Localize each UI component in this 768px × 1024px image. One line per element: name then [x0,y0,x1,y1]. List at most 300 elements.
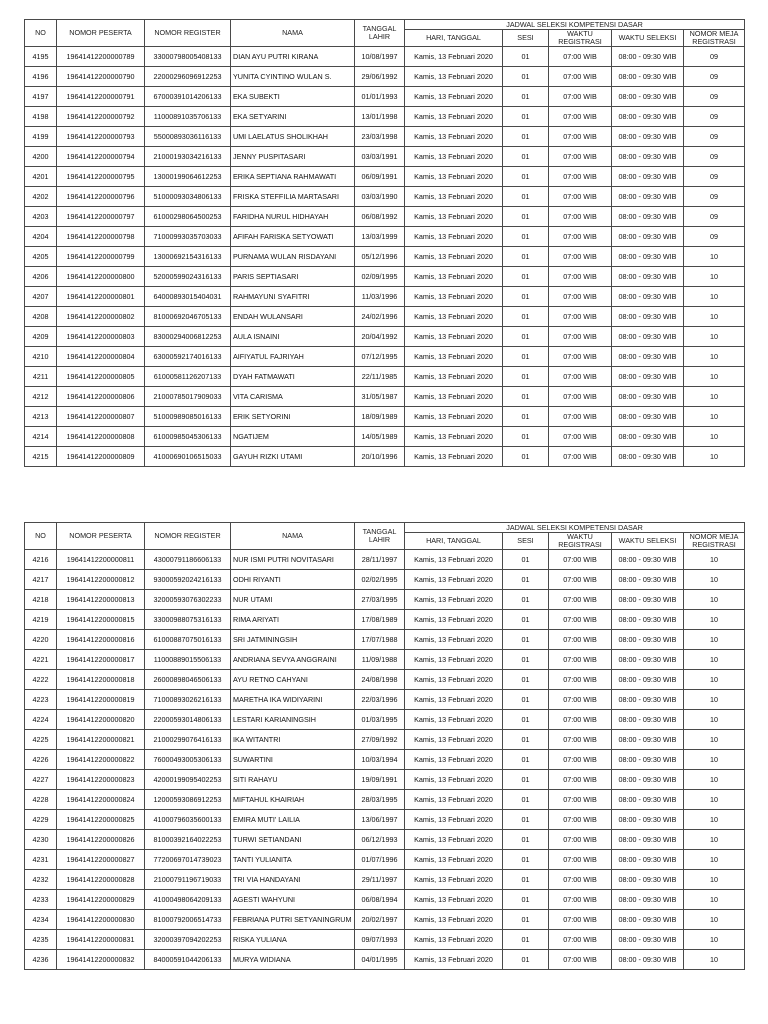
cell-hari-tanggal: Kamis, 13 Februari 2020 [405,287,503,307]
cell-nama: SITI RAHAYU [231,770,355,790]
cell-no: 4233 [25,890,57,910]
cell-nomor-meja: 09 [684,47,745,67]
cell-hari-tanggal: Kamis, 13 Februari 2020 [405,750,503,770]
cell-tanggal-lahir: 02/02/1995 [355,570,405,590]
table-row [25,67,745,87]
cell-waktu-registrasi: 07:00 WIB [549,790,612,810]
cell-no: 4206 [25,267,57,287]
cell-hari-tanggal: Kamis, 13 Februari 2020 [405,670,503,690]
table-row [25,247,745,267]
cell-tanggal-lahir: 27/09/1992 [355,730,405,750]
cell-no: 4201 [25,167,57,187]
cell-no: 4199 [25,127,57,147]
cell-waktu-registrasi: 07:00 WIB [549,950,612,970]
cell-tanggal-lahir: 01/07/1996 [355,850,405,870]
cell-nomor-peserta: 19641412200000832 [57,950,145,970]
cell-tanggal-lahir: 06/08/1992 [355,207,405,227]
cell-sesi: 01 [503,307,549,327]
cell-nama: DIAN AYU PUTRI KIRANA [231,47,355,67]
table-row [25,670,745,690]
cell-waktu-seleksi: 08:00 - 09:30 WIB [612,207,684,227]
header-waktu-seleksi: WAKTU SELEKSI [612,533,684,550]
cell-nama: MARETHA IKA WIDIYARINI [231,690,355,710]
cell-sesi: 01 [503,950,549,970]
cell-waktu-seleksi: 08:00 - 09:30 WIB [612,87,684,107]
cell-waktu-registrasi: 07:00 WIB [549,427,612,447]
cell-nomor-peserta: 19641412200000818 [57,670,145,690]
cell-waktu-registrasi: 07:00 WIB [549,610,612,630]
cell-nomor-meja: 09 [684,167,745,187]
cell-hari-tanggal: Kamis, 13 Februari 2020 [405,890,503,910]
cell-nama: NUR ISMI PUTRI NOVITASARI [231,550,355,570]
cell-nama: FRISKA STEFFILIA MARTASARI [231,187,355,207]
cell-nama: SRI JATMININGSIH [231,630,355,650]
cell-hari-tanggal: Kamis, 13 Februari 2020 [405,790,503,810]
table-row [25,870,745,890]
cell-waktu-registrasi: 07:00 WIB [549,287,612,307]
cell-nomor-register: 32000593076302233 [145,590,231,610]
cell-waktu-registrasi: 07:00 WIB [549,570,612,590]
cell-no: 4219 [25,610,57,630]
table-row [25,890,745,910]
cell-waktu-registrasi: 07:00 WIB [549,367,612,387]
cell-nomor-register: 84000591044206133 [145,950,231,970]
cell-tanggal-lahir: 07/12/1995 [355,347,405,367]
cell-nomor-meja: 10 [684,890,745,910]
header-nomor-peserta: NOMOR PESERTA [57,20,145,47]
cell-sesi: 01 [503,690,549,710]
cell-tanggal-lahir: 19/09/1991 [355,770,405,790]
table-row [25,690,745,710]
cell-nomor-register: 81000392164022253 [145,830,231,850]
table-row [25,750,745,770]
cell-sesi: 01 [503,447,549,467]
cell-nomor-register: 11000889015506133 [145,650,231,670]
cell-waktu-registrasi: 07:00 WIB [549,327,612,347]
cell-tanggal-lahir: 13/06/1997 [355,810,405,830]
cell-hari-tanggal: Kamis, 13 Februari 2020 [405,47,503,67]
cell-nomor-meja: 10 [684,267,745,287]
cell-sesi: 01 [503,207,549,227]
cell-waktu-registrasi: 07:00 WIB [549,407,612,427]
cell-nama: PURNAMA WULAN RISDAYANI [231,247,355,267]
cell-waktu-registrasi: 07:00 WIB [549,167,612,187]
cell-waktu-registrasi: 07:00 WIB [549,850,612,870]
cell-hari-tanggal: Kamis, 13 Februari 2020 [405,690,503,710]
cell-waktu-registrasi: 07:00 WIB [549,187,612,207]
cell-hari-tanggal: Kamis, 13 Februari 2020 [405,407,503,427]
cell-waktu-registrasi: 07:00 WIB [549,107,612,127]
cell-waktu-seleksi: 08:00 - 09:30 WIB [612,570,684,590]
cell-waktu-seleksi: 08:00 - 09:30 WIB [612,227,684,247]
cell-nomor-meja: 10 [684,910,745,930]
cell-waktu-seleksi: 08:00 - 09:30 WIB [612,710,684,730]
cell-nomor-meja: 10 [684,307,745,327]
cell-waktu-registrasi: 07:00 WIB [549,147,612,167]
cell-nomor-meja: 10 [684,810,745,830]
table-row [25,730,745,750]
cell-waktu-registrasi: 07:00 WIB [549,387,612,407]
cell-nama: AYU RETNO CAHYANI [231,670,355,690]
cell-no: 4212 [25,387,57,407]
cell-no: 4197 [25,87,57,107]
header-hari-tanggal: HARI, TANGGAL [405,30,503,47]
cell-nomor-register: 22000296096912253 [145,67,231,87]
cell-hari-tanggal: Kamis, 13 Februari 2020 [405,910,503,930]
cell-nomor-register: 22000593014806133 [145,710,231,730]
cell-nomor-meja: 10 [684,630,745,650]
cell-nama: AIFIYATUL FAJRIYAH [231,347,355,367]
cell-waktu-seleksi: 08:00 - 09:30 WIB [612,47,684,67]
cell-nomor-register: 33000988075316133 [145,610,231,630]
table-row [25,830,745,850]
cell-waktu-seleksi: 08:00 - 09:30 WIB [612,147,684,167]
cell-sesi: 01 [503,730,549,750]
cell-no: 4225 [25,730,57,750]
cell-sesi: 01 [503,570,549,590]
cell-tanggal-lahir: 23/03/1998 [355,127,405,147]
cell-no: 4207 [25,287,57,307]
cell-nomor-peserta: 19641412200000795 [57,167,145,187]
cell-waktu-registrasi: 07:00 WIB [549,730,612,750]
table-row [25,550,745,570]
cell-waktu-seleksi: 08:00 - 09:30 WIB [612,870,684,890]
cell-tanggal-lahir: 29/11/1997 [355,870,405,890]
table-row [25,387,745,407]
cell-sesi: 01 [503,47,549,67]
cell-nomor-register: 21000193034216133 [145,147,231,167]
cell-nomor-meja: 10 [684,287,745,307]
cell-hari-tanggal: Kamis, 13 Februari 2020 [405,930,503,950]
cell-no: 4224 [25,710,57,730]
cell-nomor-meja: 10 [684,367,745,387]
cell-hari-tanggal: Kamis, 13 Februari 2020 [405,427,503,447]
schedule-table-2 [24,522,745,970]
cell-sesi: 01 [503,367,549,387]
cell-nomor-meja: 10 [684,830,745,850]
cell-nomor-register: 76000493005306133 [145,750,231,770]
cell-tanggal-lahir: 28/03/1995 [355,790,405,810]
cell-nomor-peserta: 19641412200000799 [57,247,145,267]
cell-nomor-meja: 10 [684,770,745,790]
cell-waktu-registrasi: 07:00 WIB [549,770,612,790]
cell-no: 4221 [25,650,57,670]
table-row [25,710,745,730]
cell-tanggal-lahir: 04/01/1995 [355,950,405,970]
cell-nomor-register: 67000391014206133 [145,87,231,107]
cell-tanggal-lahir: 18/09/1989 [355,407,405,427]
cell-waktu-seleksi: 08:00 - 09:30 WIB [612,590,684,610]
cell-nomor-peserta: 19641412200000820 [57,710,145,730]
cell-nomor-meja: 10 [684,427,745,447]
cell-no: 4222 [25,670,57,690]
header-waktu-registrasi: WAKTU REGISTRASI [549,30,612,47]
cell-tanggal-lahir: 14/05/1989 [355,427,405,447]
cell-no: 4211 [25,367,57,387]
cell-sesi: 01 [503,890,549,910]
cell-sesi: 01 [503,247,549,267]
cell-hari-tanggal: Kamis, 13 Februari 2020 [405,227,503,247]
cell-nama: TANTI YULIANITA [231,850,355,870]
cell-waktu-seleksi: 08:00 - 09:30 WIB [612,890,684,910]
cell-waktu-registrasi: 07:00 WIB [549,307,612,327]
cell-hari-tanggal: Kamis, 13 Februari 2020 [405,327,503,347]
cell-nomor-peserta: 19641412200000825 [57,810,145,830]
cell-nomor-peserta: 19641412200000831 [57,930,145,950]
cell-nomor-peserta: 19641412200000804 [57,347,145,367]
cell-nomor-peserta: 19641412200000797 [57,207,145,227]
cell-hari-tanggal: Kamis, 13 Februari 2020 [405,870,503,890]
cell-hari-tanggal: Kamis, 13 Februari 2020 [405,127,503,147]
cell-no: 4215 [25,447,57,467]
cell-nomor-meja: 10 [684,930,745,950]
cell-sesi: 01 [503,267,549,287]
cell-nomor-register: 52000599024316133 [145,267,231,287]
table-row [25,87,745,107]
cell-nomor-meja: 10 [684,447,745,467]
cell-hari-tanggal: Kamis, 13 Februari 2020 [405,187,503,207]
cell-no: 4204 [25,227,57,247]
cell-nomor-register: 81000792006514733 [145,910,231,930]
cell-nomor-meja: 10 [684,850,745,870]
cell-hari-tanggal: Kamis, 13 Februari 2020 [405,207,503,227]
cell-no: 4235 [25,930,57,950]
table-2-body [25,550,745,970]
cell-nomor-peserta: 19641412200000812 [57,570,145,590]
cell-sesi: 01 [503,327,549,347]
cell-sesi: 01 [503,387,549,407]
cell-nama: LESTARI KARIANINGSIH [231,710,355,730]
cell-hari-tanggal: Kamis, 13 Februari 2020 [405,730,503,750]
cell-nomor-register: 71000993035703033 [145,227,231,247]
cell-nama: MURYA WIDIANA [231,950,355,970]
cell-tanggal-lahir: 20/10/1996 [355,447,405,467]
header-no: NO [25,523,57,550]
cell-waktu-seleksi: 08:00 - 09:30 WIB [612,167,684,187]
cell-sesi: 01 [503,930,549,950]
cell-tanggal-lahir: 24/08/1998 [355,670,405,690]
cell-hari-tanggal: Kamis, 13 Februari 2020 [405,650,503,670]
table-row [25,650,745,670]
cell-nomor-meja: 10 [684,690,745,710]
cell-tanggal-lahir: 06/09/1991 [355,167,405,187]
cell-hari-tanggal: Kamis, 13 Februari 2020 [405,950,503,970]
cell-no: 4198 [25,107,57,127]
cell-nomor-register: 11000891035706133 [145,107,231,127]
cell-nomor-meja: 09 [684,187,745,207]
cell-nomor-register: 64000893015404031 [145,287,231,307]
cell-nomor-meja: 10 [684,950,745,970]
cell-waktu-seleksi: 08:00 - 09:30 WIB [612,447,684,467]
cell-no: 4210 [25,347,57,367]
cell-waktu-seleksi: 08:00 - 09:30 WIB [612,830,684,850]
cell-nomor-peserta: 19641412200000803 [57,327,145,347]
cell-nomor-peserta: 19641412200000789 [57,47,145,67]
cell-nomor-meja: 10 [684,610,745,630]
cell-hari-tanggal: Kamis, 13 Februari 2020 [405,387,503,407]
table-row [25,327,745,347]
cell-nama: RISKA YULIANA [231,930,355,950]
cell-nomor-meja: 10 [684,750,745,770]
cell-waktu-registrasi: 07:00 WIB [549,670,612,690]
cell-waktu-seleksi: 08:00 - 09:30 WIB [612,850,684,870]
cell-nomor-register: 77200697014739023 [145,850,231,870]
cell-sesi: 01 [503,810,549,830]
cell-waktu-seleksi: 08:00 - 09:30 WIB [612,187,684,207]
cell-nomor-register: 83000294006812253 [145,327,231,347]
cell-no: 4208 [25,307,57,327]
cell-nomor-register: 71000893026216133 [145,690,231,710]
cell-nomor-peserta: 19641412200000822 [57,750,145,770]
table-row [25,147,745,167]
cell-nomor-peserta: 19641412200000793 [57,127,145,147]
cell-waktu-seleksi: 08:00 - 09:30 WIB [612,347,684,367]
cell-sesi: 01 [503,590,549,610]
schedule-table-1 [24,19,745,467]
cell-waktu-registrasi: 07:00 WIB [549,267,612,287]
cell-nama: TURWI SETIANDANI [231,830,355,850]
cell-nomor-meja: 09 [684,227,745,247]
table-row [25,267,745,287]
cell-nomor-peserta: 19641412200000830 [57,910,145,930]
cell-hari-tanggal: Kamis, 13 Februari 2020 [405,347,503,367]
cell-no: 4230 [25,830,57,850]
header-waktu-registrasi: WAKTU REGISTRASI [549,533,612,550]
cell-sesi: 01 [503,167,549,187]
cell-sesi: 01 [503,870,549,890]
cell-nomor-peserta: 19641412200000821 [57,730,145,750]
cell-waktu-registrasi: 07:00 WIB [549,127,612,147]
cell-nama: ODHI RIYANTI [231,570,355,590]
cell-nomor-meja: 10 [684,327,745,347]
table-row [25,790,745,810]
cell-nomor-peserta: 19641412200000811 [57,550,145,570]
cell-nama: ANDRIANA SEVYA ANGGRAINI [231,650,355,670]
cell-nomor-peserta: 19641412200000791 [57,87,145,107]
cell-tanggal-lahir: 22/03/1996 [355,690,405,710]
cell-nomor-meja: 10 [684,347,745,367]
cell-nomor-register: 41000498064209133 [145,890,231,910]
table-row [25,407,745,427]
cell-waktu-seleksi: 08:00 - 09:30 WIB [612,247,684,267]
cell-nama: RIMA ARIYATI [231,610,355,630]
cell-tanggal-lahir: 20/02/1997 [355,910,405,930]
cell-nama: TRI VIA HANDAYANI [231,870,355,890]
cell-nama: EMIRA MUTI' LAILIA [231,810,355,830]
cell-no: 4214 [25,427,57,447]
table-row [25,610,745,630]
cell-waktu-registrasi: 07:00 WIB [549,690,612,710]
cell-waktu-registrasi: 07:00 WIB [549,227,612,247]
header-waktu-seleksi: WAKTU SELEKSI [612,30,684,47]
cell-nomor-peserta: 19641412200000805 [57,367,145,387]
table-row [25,187,745,207]
cell-sesi: 01 [503,790,549,810]
cell-no: 4195 [25,47,57,67]
cell-nomor-register: 33000798005408133 [145,47,231,67]
cell-no: 4227 [25,770,57,790]
cell-waktu-seleksi: 08:00 - 09:30 WIB [612,307,684,327]
cell-nomor-register: 43000791186606133 [145,550,231,570]
cell-no: 4218 [25,590,57,610]
cell-sesi: 01 [503,287,549,307]
header-tanggal-lahir: TANGGAL LAHIR [355,20,405,47]
table-row [25,447,745,467]
cell-tanggal-lahir: 06/12/1993 [355,830,405,850]
table-row [25,227,745,247]
cell-nomor-peserta: 19641412200000801 [57,287,145,307]
cell-no: 4200 [25,147,57,167]
cell-nama: DYAH FATMAWATI [231,367,355,387]
cell-nama: NGATIJEM [231,427,355,447]
cell-nama: FEBRIANA PUTRI SETYANINGRUM [231,910,355,930]
table-row [25,950,745,970]
cell-hari-tanggal: Kamis, 13 Februari 2020 [405,247,503,267]
cell-nama: GAYUH RIZKI UTAMI [231,447,355,467]
cell-waktu-registrasi: 07:00 WIB [549,910,612,930]
cell-tanggal-lahir: 03/03/1990 [355,187,405,207]
cell-sesi: 01 [503,910,549,930]
cell-nomor-meja: 09 [684,67,745,87]
cell-tanggal-lahir: 13/01/1998 [355,107,405,127]
cell-waktu-seleksi: 08:00 - 09:30 WIB [612,810,684,830]
cell-nama: AFIFAH FARISKA SETYOWATI [231,227,355,247]
cell-tanggal-lahir: 01/01/1993 [355,87,405,107]
cell-no: 4223 [25,690,57,710]
cell-nomor-meja: 10 [684,590,745,610]
cell-waktu-registrasi: 07:00 WIB [549,870,612,890]
cell-nama: EKA SUBEKTI [231,87,355,107]
cell-nama: SUWARTINI [231,750,355,770]
cell-waktu-registrasi: 07:00 WIB [549,930,612,950]
cell-nama: EKA SETYARINI [231,107,355,127]
cell-nomor-meja: 10 [684,670,745,690]
header-nomor-register: NOMOR REGISTER [145,523,231,550]
cell-no: 4234 [25,910,57,930]
cell-waktu-seleksi: 08:00 - 09:30 WIB [612,427,684,447]
cell-nama: MIFTAHUL KHAIRIAH [231,790,355,810]
cell-tanggal-lahir: 31/05/1987 [355,387,405,407]
table-row [25,287,745,307]
cell-waktu-registrasi: 07:00 WIB [549,247,612,267]
cell-nomor-meja: 09 [684,107,745,127]
cell-waktu-seleksi: 08:00 - 09:30 WIB [612,630,684,650]
cell-tanggal-lahir: 20/04/1992 [355,327,405,347]
cell-waktu-registrasi: 07:00 WIB [549,590,612,610]
cell-nomor-peserta: 19641412200000807 [57,407,145,427]
cell-nomor-register: 51000093034806133 [145,187,231,207]
cell-nomor-peserta: 19641412200000792 [57,107,145,127]
cell-nama: IKA WITANTRI [231,730,355,750]
cell-nomor-peserta: 19641412200000809 [57,447,145,467]
cell-waktu-seleksi: 08:00 - 09:30 WIB [612,107,684,127]
cell-sesi: 01 [503,630,549,650]
cell-nomor-peserta: 19641412200000815 [57,610,145,630]
table-row [25,770,745,790]
cell-nomor-meja: 10 [684,790,745,810]
cell-no: 4213 [25,407,57,427]
cell-nama: AGESTI WAHYUNI [231,890,355,910]
cell-sesi: 01 [503,610,549,630]
cell-nomor-register: 51000989085016133 [145,407,231,427]
cell-nomor-register: 21000791196719033 [145,870,231,890]
cell-nama: YUNITA CYINTINO WULAN S. [231,67,355,87]
cell-hari-tanggal: Kamis, 13 Februari 2020 [405,67,503,87]
cell-sesi: 01 [503,670,549,690]
cell-hari-tanggal: Kamis, 13 Februari 2020 [405,850,503,870]
cell-tanggal-lahir: 13/03/1999 [355,227,405,247]
cell-nama: FARIDHA NURUL HIDHAYAH [231,207,355,227]
